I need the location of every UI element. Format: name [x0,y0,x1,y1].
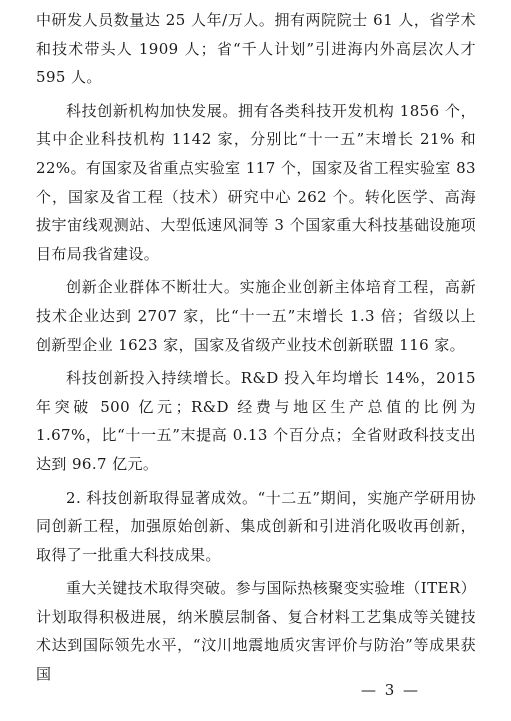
page-number: — 3 — [360,681,421,699]
paragraph-rd-investment: 科技创新投入持续增长。R&D 投入年均增长 14%，2015 年突破 500 亿元；R&D 经费与地区生产总值的比例为 1.67%，比“十一五”末提高 0.13 个百分点；全省财政科技支出达到 96.7 亿元。 [36,369,476,473]
paragraph-achievements-heading: 2. 科技创新取得显著成效。“十二五”期间，实施产学研用协同创新工程，加强原始创新、集成创新和引进消化吸收再创新，取得了一批重大科技成果。 [36,488,476,564]
paragraph-researchers: 中研发人员数量达 25 人年/万人。拥有两院院士 61 人，省学术和技术带头人 1909 人；省“千人计划”引进海内外高层次人才 595 人。 [36,11,476,87]
paragraph-innovative-enterprises: 创新企业群体不断壮大。实施企业创新主体培育工程，高新技术企业达到 2707 家，比“十一五”末增长 1.3 倍；省级以上创新型企业 1623 家，国家及省级产业技术创新联盟 116 家。 [36,278,476,354]
paragraph-key-technologies: 重大关键技术取得突破。参与国际热核聚变实验堆（ITER）计划取得积极进展，纳米膜层制备、复合材料工艺集成等关键技术达到国际领先水平，“汶川地震地质灾害评价与防治”等成果获国 [36,579,476,684]
document-page [36,6,476,689]
paragraph-innovation-institutions: 科技创新机构加快发展。拥有各类科技开发机构 1856 个，其中企业科技机构 1142 家，分别比“十一五”末增长 21% 和 22%。有国家及省重点实验室 117 个，国家及省工程实验室 83 个，国家及省工程（技术）研究中心 262 个。转化医学、高海拔宇宙线观测站、大型低速风洞等 3 个国家重大科技基础设施项目布局我省建设。 [36,101,476,263]
